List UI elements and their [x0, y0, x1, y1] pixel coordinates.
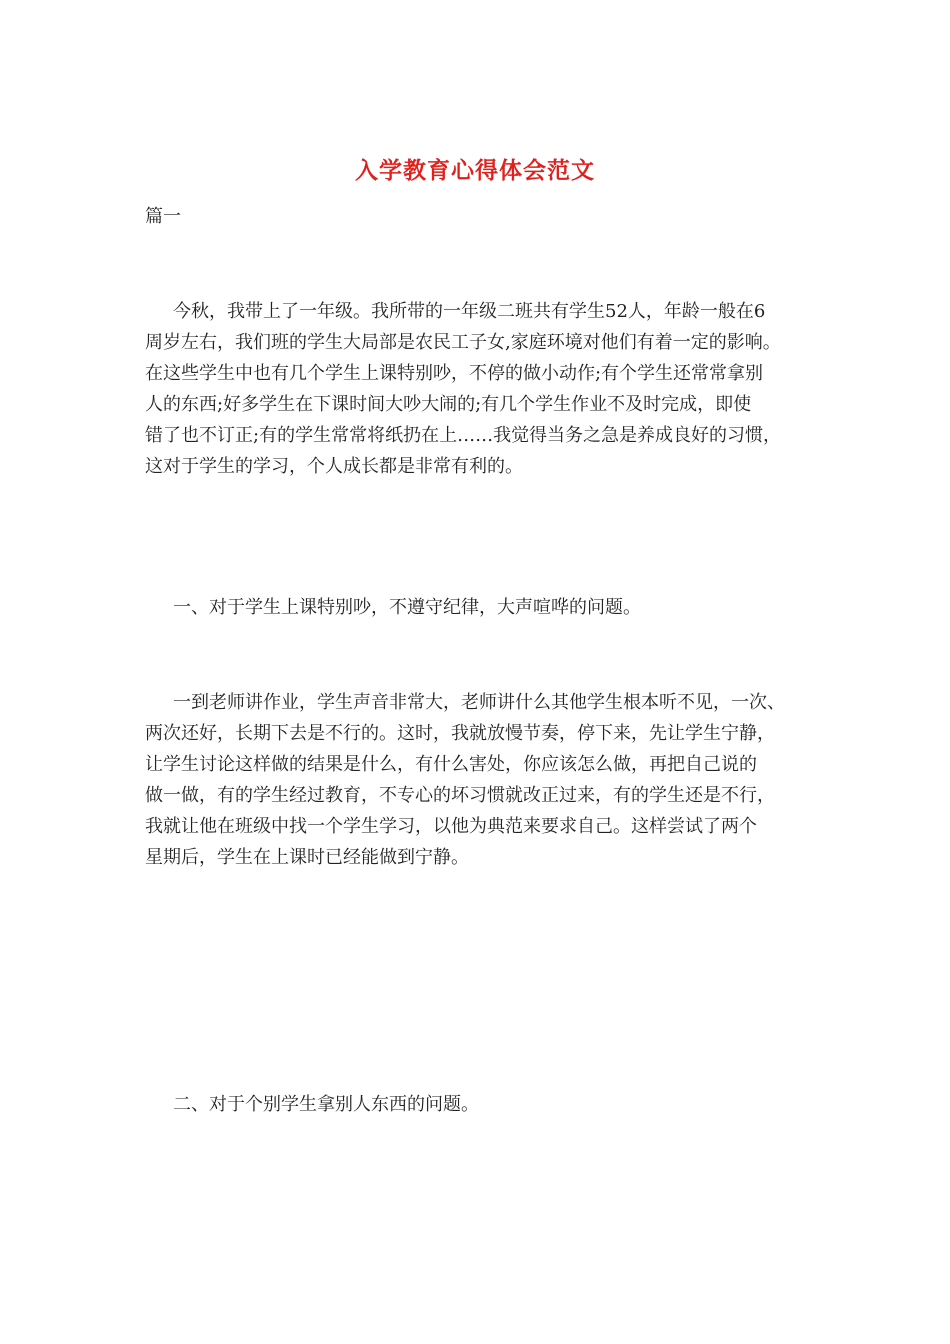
paragraph-line: 我就让他在班级中找一个学生学习，以他为典范来要求自己。这样尝试了两个 [145, 816, 757, 837]
paragraph-line: 星期后，学生在上课时已经能做到宁静。 [145, 847, 469, 868]
paragraph-line: 这对于学生的学习，个人成长都是非常有利的。 [145, 456, 523, 477]
paragraph-line: 在这些学生中也有几个学生上课特别吵，不停的做小动作;有个学生还常常拿别 [145, 363, 764, 384]
section-heading-1: 一、对于学生上课特别吵，不遵守纪律，大声喧哗的问题。 [173, 597, 641, 618]
paragraph-line: 让学生讨论这样做的结果是什么，有什么害处，你应该怎么做，再把自己说的 [145, 754, 757, 775]
paragraph-discipline [145, 687, 810, 873]
paragraph-intro [145, 296, 810, 482]
paragraph-line: 一到老师讲作业，学生声音非常大，老师讲什么其他学生根本听不见，一次、 [173, 692, 785, 713]
paragraph-line: 错了也不订正;有的学生常常将纸扔在上……我觉得当务之急是养成良好的习惯， [145, 425, 782, 446]
paragraph-line: 周岁左右，我们班的学生大局部是农民工子女,家庭环境对他们有着一定的影响。 [145, 332, 781, 353]
paragraph-line: 人的东西;好多学生在下课时间大吵大闹的;有几个学生作业不及时完成，即使 [145, 394, 752, 415]
document-title: 入学教育心得体会范文 [355, 157, 595, 184]
paragraph-line: 今秋，我带上了一年级。我所带的一年级二班共有学生52人，年龄一般在6 [173, 301, 766, 322]
paragraph-line: 两次还好，长期下去是不行的。这时，我就放慢节奏，停下来，先让学生宁静， [145, 723, 775, 744]
section-heading-2: 二、对于个别学生拿别人东西的问题。 [173, 1094, 479, 1115]
paragraph-line: 做一做，有的学生经过教育，不专心的坏习惯就改正过来，有的学生还是不行， [145, 785, 775, 806]
section-label: 篇一 [145, 206, 181, 227]
